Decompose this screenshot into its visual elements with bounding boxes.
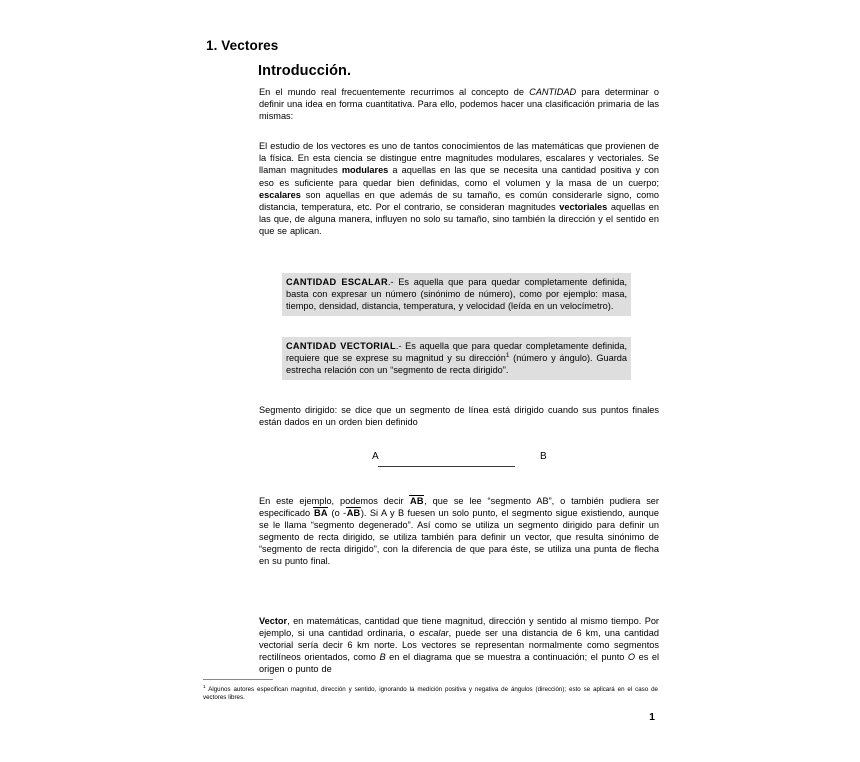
paragraph-intro-2-part2: a aquellas en las que se necesita una cantidad positiva y con eso es suficiente para quedar bien definidas, como el volumen y la masa de un cuerpo; bbox=[259, 165, 660, 188]
definition-label-vectorial: CANTIDAD VECTORIAL bbox=[286, 341, 396, 351]
ejemplo-block bbox=[259, 495, 659, 568]
paragraph-intro-2 bbox=[259, 140, 659, 237]
footnote-marker: 1 bbox=[203, 684, 206, 690]
intro-text-block bbox=[259, 86, 659, 237]
paragraph-intro-1-part1: En el mundo real frecuentemente recurrimos al concepto de bbox=[259, 87, 530, 97]
definition-box-cantidad-vectorial bbox=[282, 337, 631, 380]
paragraph-intro-2-part4: aquellas en las que, de alguna manera, influyen no solo su tamaño, sino también la dirección y el sentido en que se aplican. bbox=[259, 201, 659, 236]
definition-body-vectorial-before: .- Es aquella que para quedar completamente definida, requiere que se exprese su magnitud y su dirección bbox=[286, 341, 627, 364]
paragraph-intro-1-emphasis: CANTIDAD bbox=[529, 87, 577, 97]
footnote-text: Algunos autores especifican magnitud, dirección y sentido, ignorando la medición positiva y negativa de ángulos (dirección); esto se aplicará en el caso de vectores libres. bbox=[203, 686, 658, 702]
paragraph-ejemplo-part3: (o - bbox=[328, 508, 347, 519]
paragraph-intro-2-bold-modulares: modulares bbox=[341, 165, 389, 176]
section-title: Introducción. bbox=[258, 63, 352, 79]
footnote-separator-rule bbox=[203, 679, 273, 680]
vector-definition-block bbox=[259, 615, 659, 675]
paragraph-vector-part2: , puede ser una distancia de 6 km, una cantidad vectorial sería decir 6 km norte. Los vectores se representan normalmente como segmentos rectilíneos orientados, como bbox=[259, 628, 659, 663]
paragraph-ejemplo-part4: ). Si A y B fuesen un solo punto, el segmento sigue existiendo, aunque se le llama “segmento degenerado”. Así como se utiliza un segmento dirigido para definir un segmento de recta dirigido, se utiliza también para definir un vector, que resulta sinónimo de “segmento de recta dirigido”, con la diferencia de que para éste, se utiliza una punta de flecha en su punto final. bbox=[259, 508, 659, 567]
footnote bbox=[203, 686, 658, 703]
figure-label-b: B bbox=[540, 451, 547, 462]
definition-box-vectorial-text bbox=[286, 340, 627, 376]
chapter-title: 1. Vectores bbox=[206, 38, 279, 53]
overline-notation-neg-ab: AB bbox=[346, 508, 361, 519]
overline-notation-ba: BA bbox=[313, 508, 328, 519]
paragraph-segmento-dirigido: Segmento dirigido: se dice que un segmento de línea está dirigido cuando sus puntos finales están dados en un orden bien definido bbox=[259, 405, 659, 428]
segment-ab-figure bbox=[259, 448, 659, 478]
paragraph-vector-definition bbox=[259, 615, 659, 675]
paragraph-vector-part1: , en matemáticas, cantidad que tiene magnitud, dirección y sentido al mismo tiempo. Por ejemplo, si una cantidad ordinaria, o bbox=[259, 616, 659, 639]
definition-box-escalar-text bbox=[286, 276, 627, 312]
paragraph-intro-2-bold-escalares: escalares bbox=[259, 189, 301, 200]
paragraph-ejemplo-part2: , que se lee “segmento AB”, o también pudiera ser especificado bbox=[259, 496, 659, 519]
paragraph-ejemplo bbox=[259, 495, 659, 568]
paragraph-intro-2-part1: El estudio de los vectores es uno de tantos conocimientos de las matemáticas que provienen de la física. En esta ciencia se distingue entre magnitudes modulares, escalares y vectoriales. Se llaman magnitudes bbox=[259, 141, 659, 176]
paragraph-intro-2-part3: son aquellas en que además de su tamaño, es común considerarle signo, como distancia, temperatura, etc. Por el contrario, se consideran magnitudes bbox=[259, 189, 659, 212]
definition-label-escalar: CANTIDAD ESCALAR bbox=[286, 277, 388, 287]
paragraph-vector-part3: en el diagrama que se muestra a continuación; el punto bbox=[385, 652, 628, 663]
overline-notation-ab: AB bbox=[409, 496, 424, 506]
paragraph-intro-2-bold-vectoriales: vectoriales bbox=[559, 201, 608, 212]
figure-segment-line bbox=[378, 466, 515, 467]
paragraph-intro-1 bbox=[259, 86, 659, 122]
paragraph-vector-bold: Vector bbox=[259, 616, 288, 626]
segmento-dirigido-block bbox=[259, 404, 659, 428]
paragraph-vector-italic-escalar: escalar bbox=[419, 628, 449, 639]
paragraph-ejemplo-part1: En este ejemplo, podemos decir bbox=[259, 496, 410, 506]
paragraph-vector-italic-b: B bbox=[379, 652, 386, 663]
definition-box-cantidad-escalar bbox=[282, 273, 631, 316]
page-number: 1 bbox=[649, 711, 655, 723]
definition-body-escalar: .- Es aquella que para quedar completamente definida, basta con expresar un número (sinónimo de número), como por ejemplo: masa, tiempo, densidad, distancia, temperatura, y velocidad (leída en un velocímetro). bbox=[286, 277, 627, 312]
paragraph-vector-part4: es el origen o punto de bbox=[259, 652, 660, 675]
paragraph-vector-italic-o: O bbox=[627, 652, 636, 663]
paragraph-intro-1-part2: para determinar o definir una idea en forma cuantitativa. Para ello, podemos hacer una clasificación primaria de las mismas: bbox=[259, 87, 660, 122]
figure-label-a: A bbox=[372, 451, 379, 462]
definition-body-vectorial-after: (número y ángulo). Guarda estrecha relación con un “segmento de recta dirigido”. bbox=[286, 353, 627, 376]
footnote-marker-inline: 1 bbox=[505, 352, 510, 360]
